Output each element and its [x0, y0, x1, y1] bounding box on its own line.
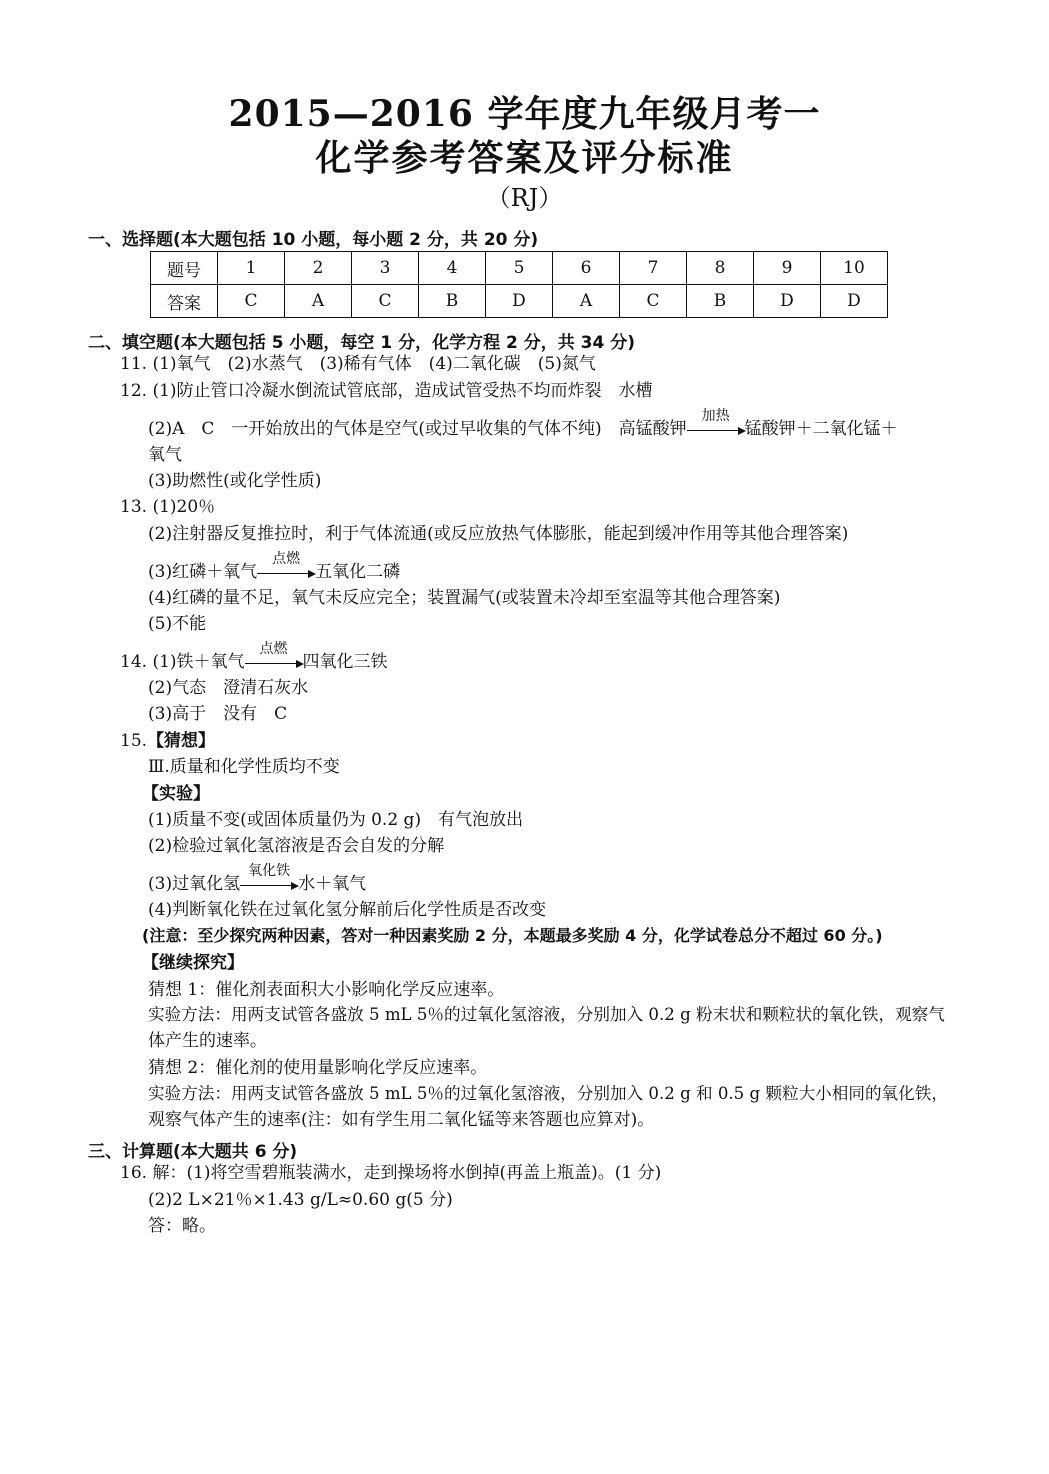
table-cell: 2	[285, 252, 352, 285]
q15-guess: Ⅲ.质量和化学性质均不变	[148, 757, 340, 777]
table-cell: B	[687, 285, 754, 318]
q15-method2-line1: 实验方法：用两支试管各盛放 5 mL 5％的过氧化氢溶液，分别加入 0.2 g 和 0.5 g 颗粒大小相同的氧化铁，	[148, 1084, 948, 1103]
section3-heading: 三、计算题(本大题共 6 分)	[88, 1142, 298, 1162]
q12-1-answer: 12. (1)防止管口冷凝水倒流试管底部，造成试管受热不均而炸裂 水槽	[120, 381, 653, 401]
q14-2-answer: (2)气态 澄清石灰水	[148, 678, 309, 698]
q15-note: (注意：至少探究两种因素，答对一种因素奖励 2 分，本题最多奖励 4 分，化学试卷总分不超过 60 分。)	[142, 926, 883, 945]
table-cell: C	[218, 285, 285, 318]
table-cell: A	[553, 285, 620, 318]
page-title-line1: 2015—2016 学年度九年级月考一	[228, 93, 821, 135]
table-cell: C	[620, 285, 687, 318]
reaction-arrow	[687, 408, 745, 440]
q14-1-products: 四氧化三铁	[302, 652, 388, 672]
reaction-condition: 加热	[701, 408, 730, 424]
section2-heading: 二、填空题(本大题包括 5 小题，每空 1 分，化学方程 2 分，共 34 分)	[88, 333, 636, 353]
q13-3-products: 五氧化二磷	[315, 562, 401, 582]
answer-table	[150, 251, 888, 318]
q13-1-answer: 13. (1)20％	[120, 497, 216, 517]
table-cell: 10	[821, 252, 888, 285]
table-cell: 6	[553, 252, 620, 285]
q12-2-text: (2)A C 一开始放出的气体是空气(或过早收集的气体不纯) 高锰酸钾	[148, 419, 687, 439]
q15-continue-title: 【继续探究】	[142, 953, 244, 973]
q12-3-answer: (3)助燃性(或化学性质)	[148, 471, 322, 491]
q15-number: 15.	[120, 731, 148, 751]
q15-guess-title: 【猜想】	[147, 731, 216, 751]
q14-1-answer	[120, 641, 388, 673]
q15-exp-title: 【实验】	[142, 784, 210, 804]
q15-exp2: (2)检验过氧化氢溶液是否会自发的分解	[148, 836, 445, 856]
section1-heading: 一、选择题(本大题包括 10 小题，每小题 2 分，共 20 分)	[88, 230, 539, 250]
q15-guess1: 猜想 1：催化剂表面积大小影响化学反应速率。	[148, 980, 505, 1000]
table-cell: 7	[620, 252, 687, 285]
q15-heading	[120, 730, 215, 752]
reaction-arrow	[245, 641, 303, 673]
table-cell: 8	[687, 252, 754, 285]
reaction-condition: 点燃	[259, 641, 288, 657]
table-row-label: 题号	[151, 252, 218, 285]
q14-3-answer: (3)高于 没有 C	[148, 704, 288, 724]
page-title-edition: （RJ）	[486, 184, 563, 212]
q15-exp3	[148, 863, 367, 895]
q15-exp3-products: 水＋氧气	[298, 874, 367, 894]
reaction-arrow	[257, 551, 315, 583]
q13-3-reactants: (3)红磷＋氧气	[148, 562, 258, 582]
table-cell: A	[285, 285, 352, 318]
page-title-line2: 化学参考答案及评分标准	[315, 137, 734, 179]
table-cell: C	[352, 285, 419, 318]
table-cell: B	[419, 285, 486, 318]
q15-exp3-reactants: (3)过氧化氢	[148, 874, 241, 894]
q16-2-answer: (2)2 L×21％×1.43 g/L≈0.60 g(5 分)	[148, 1190, 453, 1210]
q13-2-answer: (2)注射器反复推拉时，利于气体流通(或反应放热气体膨胀，能起到缓冲作用等其他合理答案)	[148, 524, 849, 544]
q15-method2-line2: 观察气体产生的速率(注：如有学生用二氧化锰等来答题也应算对)。	[148, 1110, 655, 1130]
reaction-arrow	[240, 863, 298, 895]
table-cell: D	[821, 285, 888, 318]
table-cell: 4	[419, 252, 486, 285]
q15-exp4: (4)判断氧化铁在过氧化氢分解前后化学性质是否改变	[148, 900, 547, 920]
q12-2-products: 锰酸钾＋二氧化锰＋	[744, 419, 898, 439]
q11-answer: 11. (1)氧气 (2)水蒸气 (3)稀有气体 (4)二氧化碳 (5)氮气	[120, 354, 596, 374]
reaction-condition: 氧化铁	[248, 863, 291, 879]
table-cell: 9	[754, 252, 821, 285]
table-cell: 3	[352, 252, 419, 285]
table-cell: D	[486, 285, 553, 318]
reaction-condition: 点燃	[272, 551, 301, 567]
q13-5-answer: (5)不能	[148, 614, 207, 634]
table-row	[151, 252, 888, 285]
q16-1-answer: 16. 解：(1)将空雪碧瓶装满水，走到操场将水倒掉(再盖上瓶盖)。(1 分)	[120, 1163, 662, 1183]
q15-method1-line2: 体产生的速率。	[148, 1031, 267, 1051]
q12-2-answer	[148, 408, 898, 440]
q13-4-answer: (4)红磷的量不足，氧气未反应完全；装置漏气(或装置未冷却至室温等其他合理答案)	[148, 588, 781, 608]
table-cell: 5	[486, 252, 553, 285]
q16-3-answer: 答：略。	[148, 1216, 216, 1236]
table-row	[151, 285, 888, 318]
q15-method1-line1: 实验方法：用两支试管各盛放 5 mL 5％的过氧化氢溶液，分别加入 0.2 g 粉末状和颗粒状的氧化铁，观察气	[148, 1005, 945, 1024]
table-cell: D	[754, 285, 821, 318]
table-row-label: 答案	[151, 285, 218, 318]
q13-3-answer	[148, 551, 401, 583]
q12-2-continued: 氧气	[148, 445, 182, 465]
table-cell: 1	[218, 252, 285, 285]
q15-exp1: (1)质量不变(或固体质量仍为 0.2 g) 有气泡放出	[148, 810, 524, 830]
q15-guess2: 猜想 2：催化剂的使用量影响化学反应速率。	[148, 1058, 488, 1078]
q14-1-reactants: 14. (1)铁＋氧气	[120, 652, 245, 672]
